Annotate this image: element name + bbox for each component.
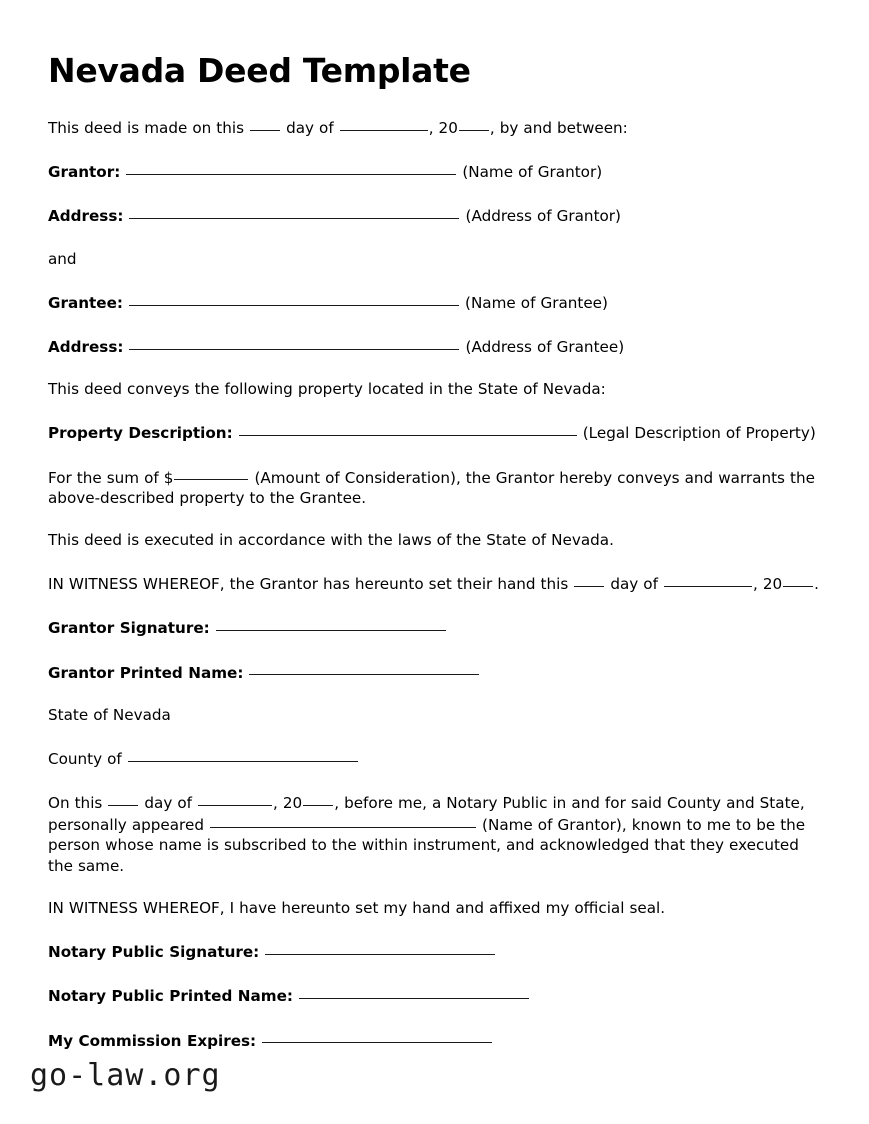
notary-signature-label: Notary Public Signature:	[48, 943, 260, 962]
notary-signature-blank[interactable]	[265, 940, 495, 955]
acknowledgment-name-blank[interactable]	[210, 813, 476, 828]
grantee-address-label: Address:	[48, 337, 124, 356]
state-line: State of Nevada	[48, 705, 171, 724]
notary-printed-name-line	[48, 984, 822, 1006]
property-description-blank[interactable]	[239, 421, 577, 436]
intro-prefix-text: This deed is made on this	[48, 118, 244, 137]
execution-clause-paragraph: This deed is executed in accordance with the laws of the State of Nevada.	[48, 530, 614, 549]
grantor-printed-name-label: Grantor Printed Name:	[48, 663, 244, 682]
grantee-hint: (Name of Grantee)	[465, 293, 608, 312]
property-description-line	[48, 421, 822, 443]
grantor-signature-line	[48, 616, 822, 638]
page-title: Nevada Deed Template	[48, 51, 471, 90]
county-line	[48, 747, 822, 769]
conjunction-line: and	[48, 249, 77, 268]
grantor-printed-name-blank[interactable]	[249, 661, 479, 676]
acknowledgment-paragraph	[48, 791, 822, 876]
acknowledgment-after-year-text: , before me, a Notary Public in and for said County and State, personally appeared	[48, 794, 805, 835]
witness-notary-paragraph: IN WITNESS WHEREOF, I have hereunto set my hand and affixed my official seal.	[48, 898, 666, 917]
intro-year-blank[interactable]	[459, 116, 489, 131]
acknowledgment-month-blank[interactable]	[198, 791, 272, 806]
grantee-address-line	[48, 335, 822, 357]
consideration-prefix-text: For the sum of $	[48, 468, 174, 487]
notary-signature-line	[48, 940, 822, 962]
document-content	[48, 52, 822, 1073]
commission-expires-blank[interactable]	[262, 1029, 492, 1044]
witness-grantor-mid-text: day of	[610, 575, 658, 594]
acknowledgment-prefix-text: On this	[48, 794, 103, 813]
grantor-address-label: Address:	[48, 207, 124, 226]
grantee-address-hint: (Address of Grantee)	[465, 337, 625, 356]
county-label: County of	[48, 749, 122, 768]
witness-grantor-prefix-text: IN WITNESS WHEREOF, the Grantor has hereunto set their hand this	[48, 575, 569, 594]
grantor-signature-label: Grantor Signature:	[48, 619, 210, 638]
acknowledgment-year-blank[interactable]	[303, 791, 333, 806]
consideration-amount-blank[interactable]	[174, 466, 248, 481]
grantor-hint: (Name of Grantor)	[462, 163, 603, 182]
notary-printed-name-blank[interactable]	[299, 984, 529, 999]
witness-grantor-paragraph	[48, 572, 822, 594]
grantor-signature-blank[interactable]	[216, 616, 446, 631]
acknowledgment-year-prefix-text: , 20	[273, 794, 303, 813]
witness-grantor-month-blank[interactable]	[664, 572, 752, 587]
acknowledgment-tail-text: known to me to be the person whose name is subscribed to the within instrument, and acknowledged that they executed the same.	[48, 816, 806, 875]
county-blank[interactable]	[128, 747, 358, 762]
grantor-address-line	[48, 204, 822, 226]
grantor-address-blank[interactable]	[129, 204, 459, 219]
grantee-address-blank[interactable]	[129, 335, 459, 350]
grantee-label: Grantee:	[48, 293, 123, 312]
site-watermark: go-law.org	[30, 1058, 221, 1093]
grantor-line	[48, 160, 822, 182]
notary-printed-name-label: Notary Public Printed Name:	[48, 987, 293, 1006]
acknowledgment-day-blank[interactable]	[108, 791, 138, 806]
property-description-hint: (Legal Description of Property)	[582, 424, 816, 443]
grantee-name-blank[interactable]	[129, 291, 459, 306]
commission-expires-line	[48, 1029, 822, 1051]
witness-grantor-year-prefix-text: , 20	[752, 575, 783, 594]
intro-day-blank[interactable]	[250, 116, 280, 131]
witness-grantor-year-blank[interactable]	[783, 572, 813, 587]
property-description-label: Property Description:	[48, 424, 233, 443]
acknowledgment-name-hint: (Name of Grantor),	[482, 816, 627, 835]
acknowledgment-mid-text: day of	[144, 794, 192, 813]
consideration-suffix-text: (Amount of Consideration), the Grantor hereby conveys and warrants the above-described property to the Grantee.	[48, 468, 815, 507]
intro-paragraph	[48, 116, 822, 138]
grantor-label: Grantor:	[48, 163, 121, 182]
consideration-paragraph	[48, 466, 822, 508]
intro-month-blank[interactable]	[340, 116, 428, 131]
witness-grantor-day-blank[interactable]	[574, 572, 604, 587]
intro-mid-text: day of	[286, 118, 334, 137]
witness-grantor-suffix-text: .	[814, 575, 819, 594]
intro-suffix-text: , by and between:	[489, 118, 628, 137]
grantor-address-hint: (Address of Grantor)	[465, 207, 621, 226]
grantee-line	[48, 291, 822, 313]
conveyance-intro-paragraph: This deed conveys the following property located in the State of Nevada:	[48, 380, 606, 399]
grantor-name-blank[interactable]	[126, 160, 456, 175]
grantor-printed-name-line	[48, 661, 822, 683]
commission-expires-label: My Commission Expires:	[48, 1031, 257, 1050]
intro-year-prefix-text: , 20	[428, 118, 458, 137]
